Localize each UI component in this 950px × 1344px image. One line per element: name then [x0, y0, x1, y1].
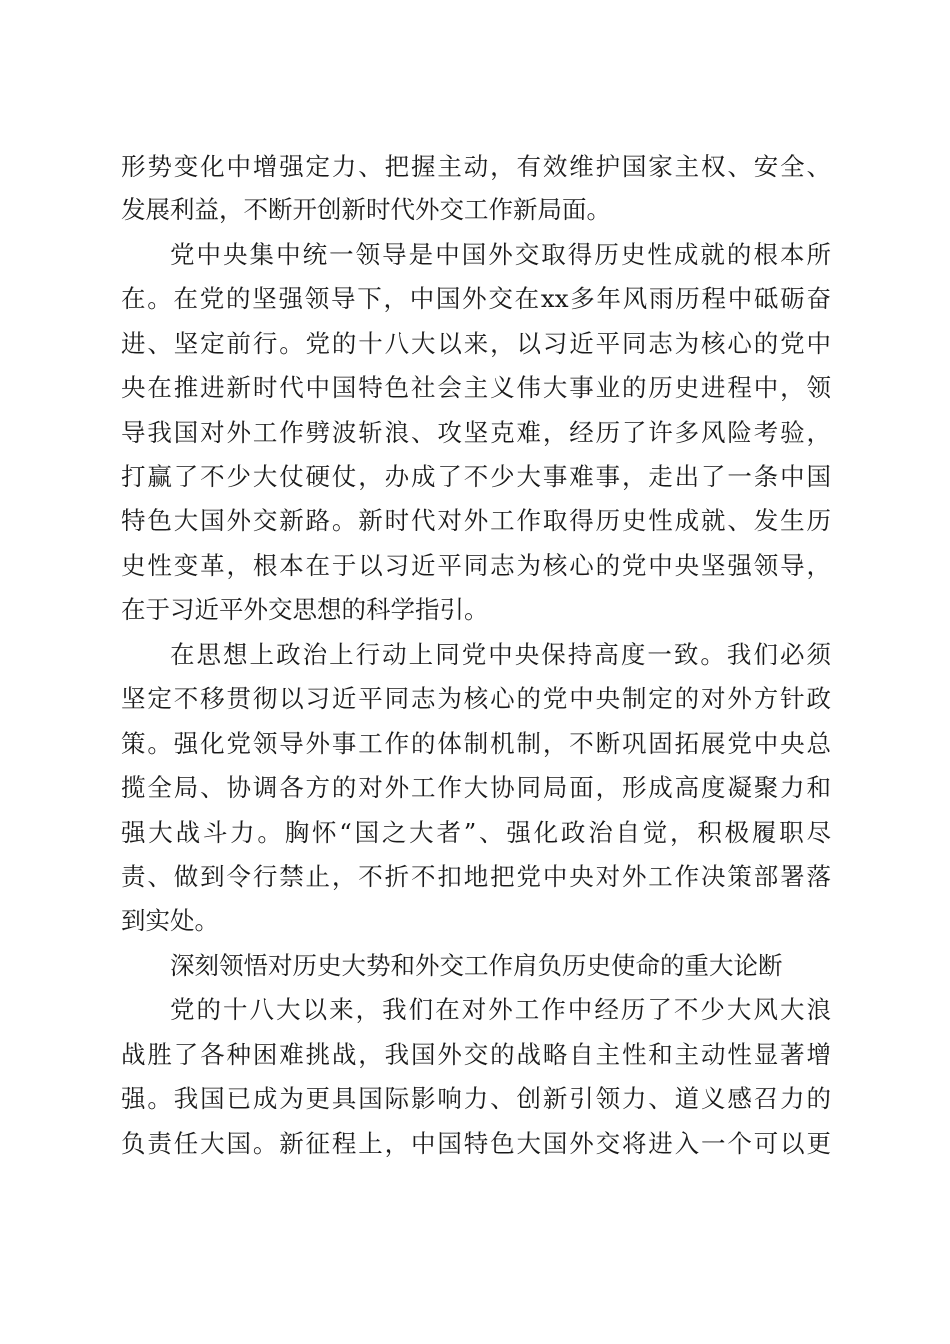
text-line: 在于习近平外交思想的科学指引。 [121, 595, 489, 624]
text-line: 发展利益，不断开创新时代外交工作新局面。 [121, 195, 611, 224]
paragraph-start-line: 在思想上政治上行动上同党中央保持高度一致。我们必须 [170, 640, 831, 669]
paragraph-start-line: 党的十八大以来，我们在对外工作中经历了不少大风大浪 [170, 995, 831, 1024]
text-line: 责、做到令行禁止，不折不扣地把党中央对外工作决策部署落 [121, 862, 831, 891]
text-line: 负责任大国。新征程上，中国特色大国外交将进入一个可以更 [121, 1129, 831, 1158]
text-line: 形势变化中增强定力、把握主动，有效维护国家主权、安全、 [121, 152, 831, 181]
text-line: 进、坚定前行。党的十八大以来，以习近平同志为核心的党中 [121, 329, 831, 358]
text-line: 坚定不移贯彻以习近平同志为核心的党中央制定的对外方针政 [121, 684, 831, 713]
text-line: 在。在党的坚强领导下，中国外交在xx多年风雨历程中砥砺奋 [121, 284, 831, 313]
text-line: 强。我国已成为更具国际影响力、创新引领力、道义感召力的 [121, 1084, 831, 1113]
paragraph-start-line: 党中央集中统一领导是中国外交取得历史性成就的根本所 [170, 240, 831, 269]
text-line: 特色大国外交新路。新时代对外工作取得历史性成就、发生历 [121, 506, 831, 535]
text-line: 强大战斗力。胸怀“国之大者”、强化政治自觉，积极履职尽 [121, 818, 831, 847]
text-line: 导我国对外工作劈波斩浪、攻坚克难，经历了许多风险考验， [121, 418, 831, 447]
text-line: 打赢了不少大仗硬仗，办成了不少大事难事，走出了一条中国 [121, 462, 831, 491]
text-line: 史性变革，根本在于以习近平同志为核心的党中央坚强领导， [121, 551, 831, 580]
text-line: 到实处。 [121, 906, 219, 935]
text-line: 策。强化党领导外事工作的体制机制，不断巩固拓展党中央总 [121, 729, 831, 758]
text-line: 战胜了各种困难挑战，我国外交的战略自主性和主动性显著增 [121, 1040, 831, 1069]
section-heading: 深刻领悟对历史大势和外交工作肩负历史使命的重大论断 [170, 951, 783, 980]
text-line: 揽全局、协调各方的对外工作大协同局面，形成高度凝聚力和 [121, 773, 831, 802]
text-line: 央在推进新时代中国特色社会主义伟大事业的历史进程中，领 [121, 373, 831, 402]
